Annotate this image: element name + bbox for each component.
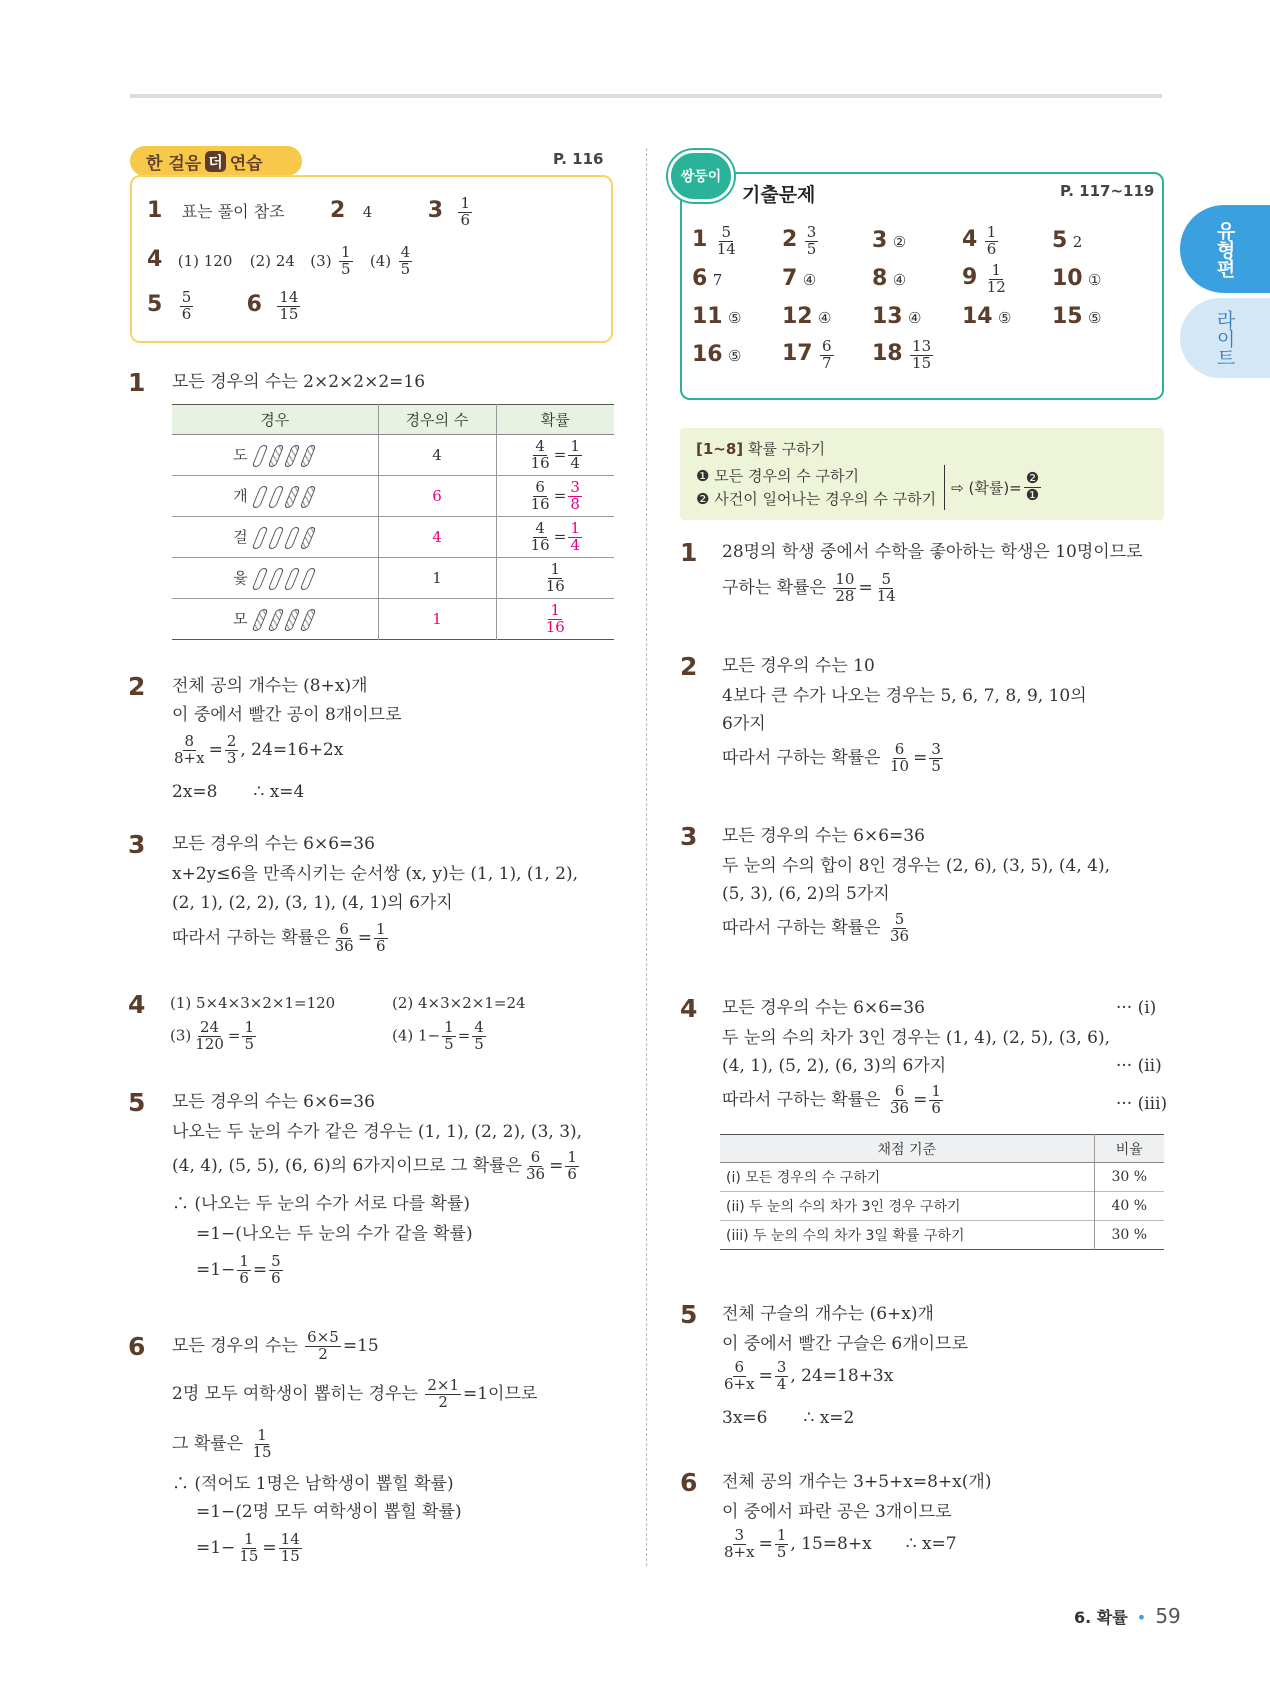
- equation-line: 2x=8 ∴ x=4: [172, 782, 305, 802]
- fraction: $\frac{5}{36}$: [890, 910, 910, 945]
- guide-step-2: ❷ 사건이 일어나는 경우의 수 구하기: [696, 489, 937, 508]
- table-row: 걸 4 $\frac{4}{16}$ = $\frac{1}{4}$: [172, 517, 614, 558]
- fraction: $\frac{1}{6}$: [239, 1252, 249, 1287]
- row-label: 개: [233, 486, 248, 505]
- equation-line: =1− $\frac{1}{15}$ = $\frac{14}{15}$: [196, 1530, 300, 1565]
- problem-text: ∴ (적어도 1명은 남학생이 뽑힐 확률): [172, 1474, 454, 1494]
- problem-number: 5: [680, 1300, 698, 1329]
- fraction: $\frac{3}{4}$: [776, 1358, 787, 1393]
- problem-text: 따라서 구하는 확률은 $\frac{5}{36}$: [722, 910, 910, 945]
- fraction: $\frac{1}{5}$: [244, 1018, 255, 1053]
- problem-text: 전체 구슬의 개수는 (6+x)개: [722, 1304, 934, 1324]
- yut-sticks-icon: [252, 610, 316, 628]
- fraction: $\frac{4}{16}$: [530, 436, 550, 472]
- fraction: $\frac{1}{12}$: [986, 260, 1006, 296]
- problem-text: 28명의 학생 중에서 수학을 좋아하는 학생은 10명이므로: [722, 542, 1143, 562]
- yut-sticks-icon: [252, 528, 316, 546]
- fraction: $\frac{1}{15}$: [239, 1530, 259, 1565]
- problem-text: 전체 공의 개수는 (8+x)개: [172, 676, 368, 696]
- fraction: $\frac{14}{15}$: [279, 288, 299, 323]
- fraction: $\frac{4}{16}$: [530, 518, 550, 554]
- row-label: 도: [233, 445, 248, 464]
- yut-sticks-icon: [252, 487, 316, 505]
- fraction: $\frac{4}{5}$: [474, 1018, 484, 1053]
- table-header: 채점 기준: [720, 1135, 1094, 1163]
- problem-text: 구하는 확률은 $\frac{10}{28}$ = $\frac{5}{14}$: [722, 570, 896, 605]
- side-tab-type[interactable]: 유형편: [1180, 205, 1270, 293]
- count-cell: 1: [378, 558, 496, 599]
- fraction: $\frac{6}{6+x}$: [724, 1358, 755, 1393]
- fraction: $\frac{1}{6}$: [931, 1082, 941, 1117]
- problem-number: 3: [680, 822, 698, 851]
- fraction: $\frac{1}{6}$: [986, 222, 997, 258]
- table-row: [172, 599, 614, 640]
- count-cell: 4: [378, 435, 496, 476]
- guide-title2: 확률 구하기: [747, 440, 826, 458]
- problem-number: 4: [680, 994, 698, 1023]
- table-header: 경우의 수: [378, 405, 496, 435]
- problem-text: 이 중에서 빨간 구슬은 6개이므로: [722, 1334, 968, 1354]
- answer-number: 3: [427, 197, 444, 223]
- fraction: $\frac{5}{14}$: [876, 570, 896, 605]
- fraction: $\frac{1}{16}$: [545, 600, 565, 636]
- answer-number: 5: [147, 291, 163, 317]
- pill-title2: 연습: [229, 153, 263, 174]
- table-row: 개 6 $\frac{6}{16}$ = $\frac{3}{8}$: [172, 476, 614, 517]
- fraction: $\frac{6\times 5}{2}$: [307, 1328, 339, 1363]
- problem-text: 전체 공의 개수는 3+5+x=8+x(개): [722, 1472, 992, 1492]
- fraction: $\frac{1}{6}$: [460, 194, 470, 229]
- pill-badge: 더: [205, 151, 226, 172]
- fraction: $\frac{5}{6}$: [181, 288, 192, 323]
- problem-text: 두 눈의 수의 차가 3인 경우는 (1, 4), (2, 5), (3, 6),: [722, 1028, 1111, 1048]
- problem-text: 모든 경우의 수는 2×2×2×2=16: [172, 372, 426, 392]
- fraction: $\frac{1}{16}$: [545, 559, 565, 595]
- practice-line-1: [147, 196, 474, 229]
- fraction: $\frac{8}{8+x}$: [174, 732, 205, 767]
- problem-number: 6: [680, 1468, 698, 1497]
- side-tab-lite[interactable]: 라이트: [1180, 298, 1270, 378]
- problem-number: 1: [680, 538, 698, 567]
- practice-line-2: [147, 245, 414, 278]
- column-divider: [646, 148, 647, 1566]
- fraction: $\frac{1}{4}$: [570, 518, 580, 554]
- pill-page: P. 116: [553, 150, 604, 168]
- problem-text: x+2y≤6을 만족시키는 순서쌍 (x, y)는 (1, 1), (1, 2),: [172, 864, 579, 884]
- fraction: $\frac{1}{15}$: [252, 1426, 272, 1461]
- row-label: 윷: [233, 568, 248, 587]
- answer-number: 1: [147, 197, 163, 223]
- equation-line: 3x=6 ∴ x=2: [722, 1408, 855, 1428]
- answer-text: (3): [310, 251, 332, 270]
- answer-text: 4: [362, 202, 373, 221]
- fraction: $\frac{13}{15}$: [912, 336, 932, 372]
- fraction: $\frac{6}{36}$: [334, 920, 354, 955]
- yut-sticks-icon: [252, 569, 316, 587]
- top-rule: [130, 94, 1162, 98]
- yut-sticks-icon: [252, 446, 316, 464]
- fraction: $\frac{6}{36}$: [890, 1082, 910, 1117]
- problem-text: 모든 경우의 수는 6×6=36: [722, 826, 925, 846]
- table-row: (i) 모든 경우의 수 구하기 30 %: [720, 1163, 1164, 1192]
- problem-text: 2명 모두 여학생이 뽑히는 경우는 $\frac{2\times 1}{2}$ =1이므로: [172, 1376, 538, 1411]
- problem-number: 6: [128, 1332, 146, 1361]
- equation-line: (4) 1− $\frac{1}{5}$ = $\frac{4}{5}$: [392, 1018, 484, 1053]
- answer-number: 4: [147, 246, 163, 272]
- row-label: 모: [233, 609, 248, 628]
- fraction: $\frac{5}{6}$: [271, 1252, 281, 1287]
- problem-text: 모든 경우의 수는 6×6=36: [722, 998, 925, 1018]
- problem-text: 나오는 두 눈의 수가 같은 경우는 (1, 1), (2, 2), (3, 3),: [172, 1122, 583, 1142]
- problem-text: 4보다 큰 수가 나오는 경우는 5, 6, 7, 8, 9, 10의: [722, 686, 1087, 706]
- table-header: 비율: [1115, 1141, 1143, 1158]
- problem-text: 모든 경우의 수는 10: [722, 656, 875, 676]
- twin-answers: 1 $\frac{5}{14}$ 2 $\frac{3}{5}$ 3 ② 4 $\frac{1}{6}$ 5 2 6 7 7 ④ 8 ④ 9 $\frac{1}{12}$ 10 ① 11 ⑤ 12 ④ 13 ④ 14 ⑤ 15 ⑤ 16 ⑤ 17 $\frac{6}{7}$ 18 $\frac{13}{15}$: [692, 222, 1102, 372]
- count-cell: 6: [378, 476, 496, 517]
- table-row: (ii) 두 눈의 수의 차가 3인 경우 구하기 40 %: [720, 1192, 1164, 1221]
- equation-line: $\frac{6}{6+x}$ = $\frac{3}{4}$ , 24=18+3x: [724, 1358, 894, 1393]
- problem-text: (2) 4×3×2×1=24: [392, 994, 526, 1012]
- fraction: $\frac{6}{16}$: [530, 477, 550, 513]
- grading-table: [720, 1134, 1164, 1250]
- page-number: 59: [1155, 1604, 1181, 1628]
- fraction: $\frac{10}{28}$: [835, 570, 855, 605]
- problem-text: (5, 3), (6, 2)의 5가지: [722, 884, 890, 904]
- answer-number: 2: [330, 197, 346, 223]
- pill-title: 한 걸음: [146, 153, 202, 174]
- fraction: $\frac{3}{8}$: [570, 477, 580, 513]
- table-row: [172, 558, 614, 599]
- answer-text: (2) 24: [249, 251, 295, 270]
- problem-text: 모든 경우의 수는 6×6=36: [172, 834, 375, 854]
- problem-text: 그 확률은 $\frac{1}{15}$: [172, 1426, 272, 1461]
- fraction: $\frac{6}{36}$: [525, 1148, 546, 1183]
- practice-line-3: [147, 290, 302, 323]
- problem-text: 따라서 구하는 확률은 $\frac{6}{10}$ = $\frac{3}{5}$: [722, 740, 941, 775]
- fraction: $\frac{3}{5}$: [931, 740, 941, 775]
- problem-number: 5: [128, 1088, 146, 1117]
- fraction: $\frac{3}{5}$: [806, 222, 817, 258]
- problem-number: 2: [128, 672, 146, 701]
- footer: [1074, 1604, 1181, 1628]
- step-marker: ··· (ii): [1116, 1056, 1162, 1076]
- fraction: $\frac{1}{5}$: [776, 1526, 787, 1561]
- equation-line: =1− $\frac{1}{6}$ = $\frac{5}{6}$: [196, 1252, 281, 1287]
- answer-text: (4): [369, 251, 392, 270]
- fraction: $\frac{5}{14}$: [716, 222, 736, 258]
- problem-number: 1: [128, 368, 146, 397]
- table-row: 도 4 $\frac{4}{16}$ = $\frac{1}{4}$: [172, 435, 614, 476]
- probability-table: [172, 404, 614, 640]
- fraction: $\frac{3}{8+x}$: [724, 1526, 755, 1561]
- fraction: $\frac{24}{120}$: [195, 1018, 224, 1053]
- problem-text: ∴ (나오는 두 눈의 수가 서로 다를 확률): [172, 1194, 470, 1214]
- answer-number: 6: [246, 291, 262, 317]
- twin-title: 기출문제: [738, 180, 819, 207]
- fraction: $\frac{2\times 1}{2}$: [427, 1376, 459, 1411]
- fraction: $\frac{2}{3}$: [226, 732, 237, 767]
- guide-box: [680, 428, 1164, 520]
- fraction: $\frac{1}{4}$: [570, 436, 580, 472]
- problem-text: 모든 경우의 수는 6×6=36: [172, 1092, 375, 1112]
- fraction: $\frac{14}{15}$: [280, 1530, 300, 1565]
- table-row: (iii) 두 눈의 수의 차가 3일 확률 구하기 30 %: [720, 1221, 1164, 1250]
- problem-number: 4: [128, 990, 146, 1019]
- table-header: 확률: [540, 411, 570, 429]
- problem-text: (4, 1), (5, 2), (6, 3)의 6가지: [722, 1056, 947, 1076]
- count-cell: 4: [378, 517, 496, 558]
- fraction: $\frac{4}{5}$: [400, 243, 411, 278]
- guide-title: [1~8]: [696, 440, 744, 458]
- twin-badge: 쌍둥이: [668, 150, 734, 202]
- fraction: $\frac{6}{7}$: [822, 336, 832, 372]
- problem-text: =1−(2명 모두 여학생이 뽑힐 확률): [196, 1502, 462, 1522]
- answer-text: (1) 120: [177, 251, 233, 270]
- equation-line: (3) $\frac{24}{120}$ = $\frac{1}{5}$: [170, 1018, 255, 1053]
- table-header: 경우: [172, 405, 378, 435]
- step-marker: ··· (iii): [1116, 1094, 1168, 1114]
- problem-number: 3: [128, 830, 146, 859]
- twin-page: P. 117~119: [1060, 182, 1155, 200]
- fraction: $\frac{1}{5}$: [340, 243, 351, 278]
- problem-text: 이 중에서 파란 공은 3개이므로: [722, 1502, 952, 1522]
- problem-number: 2: [680, 652, 698, 681]
- problem-text: 따라서 구하는 확률은 $\frac{6}{36}$ = $\frac{1}{6}$: [722, 1082, 941, 1117]
- fraction: $\frac{6}{10}$: [890, 740, 910, 775]
- problem-text: (1) 5×4×3×2×1=120: [170, 994, 336, 1012]
- problem-text: 6가지: [722, 714, 766, 734]
- footer-dot: •: [1136, 1608, 1147, 1627]
- equation-line: $\frac{8}{8+x}$ = $\frac{2}{3}$ , 24=16+2x: [174, 732, 344, 767]
- answer-text: 표는 풀이 참조: [181, 201, 285, 221]
- fraction: $\frac{\text{❷}}{\text{❶}}$: [1025, 469, 1040, 504]
- equation-line: $\frac{3}{8+x}$ = $\frac{1}{5}$ , 15=8+x ∴ x=7: [724, 1526, 957, 1561]
- fraction: $\frac{1}{6}$: [567, 1148, 577, 1183]
- problem-text: 따라서 구하는 확률은 $\frac{6}{36}$ = $\frac{1}{6}$: [172, 920, 386, 955]
- problem-text: =1−(나오는 두 눈의 수가 같을 확률): [196, 1224, 473, 1244]
- step-marker: ··· (i): [1116, 998, 1157, 1018]
- count-cell: 1: [378, 599, 496, 640]
- fraction: $\frac{1}{5}$: [444, 1018, 454, 1053]
- row-label: 걸: [233, 527, 248, 546]
- problem-text: (2, 1), (2, 2), (3, 1), (4, 1)의 6가지: [172, 893, 453, 913]
- problem-text: 모든 경우의 수는 $\frac{6\times 5}{2}$ =15: [172, 1328, 379, 1363]
- guide-arrow: ⇨ (확률)=: [951, 479, 1022, 497]
- practice-pill: [130, 146, 302, 176]
- footer-chapter: 6. 확률: [1074, 1608, 1128, 1627]
- problem-text: 이 중에서 빨간 공이 8개이므로: [172, 705, 402, 725]
- problem-text: 두 눈의 수의 합이 8인 경우는 (2, 6), (3, 5), (4, 4),: [722, 856, 1111, 876]
- guide-step-1: ❶ 모든 경우의 수 구하기: [696, 467, 859, 485]
- fraction: $\frac{1}{6}$: [375, 920, 386, 955]
- problem-text: (4, 4), (5, 5), (6, 6)의 6가지이므로 그 확률은 $\frac{6}{36}$ = $\frac{1}{6}$: [172, 1148, 577, 1183]
